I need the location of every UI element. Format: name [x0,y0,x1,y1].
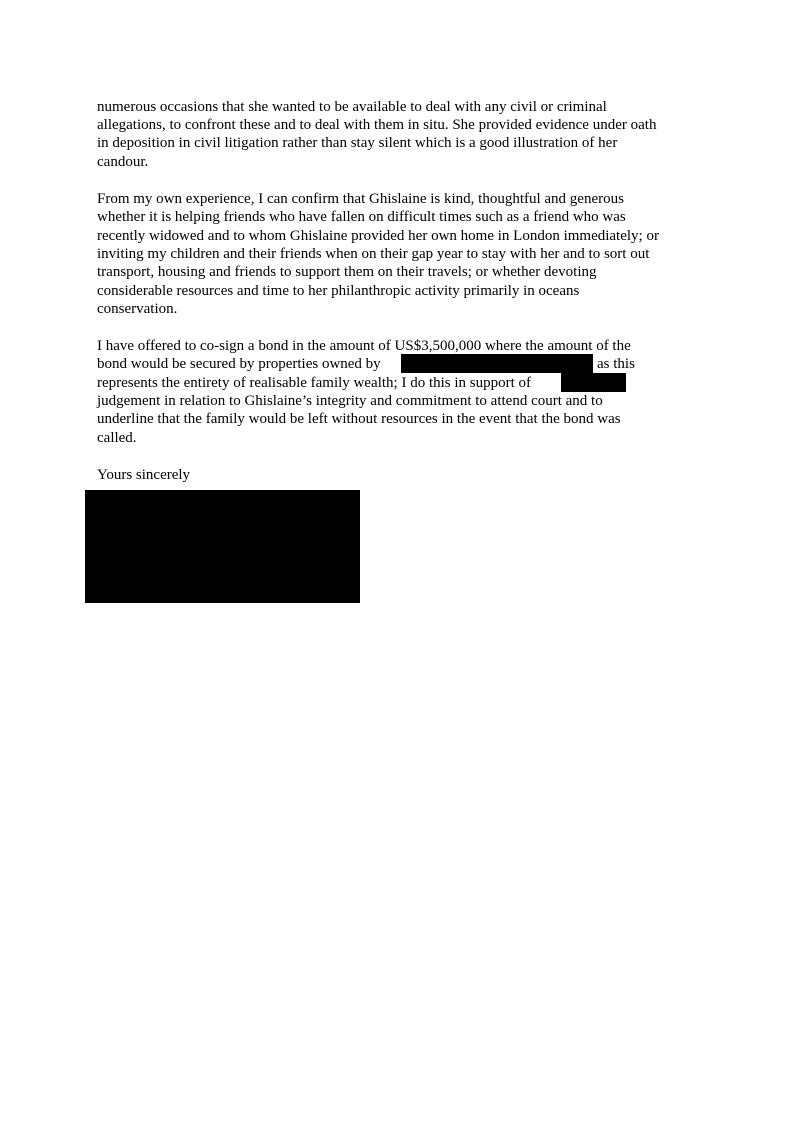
paragraph-2-line-3: recently widowed and to whom Ghislaine provided her own home in London immediately; or [97,228,659,244]
paragraph-3-line-2-end: as this [597,356,635,372]
paragraph-3-line-1: I have offered to co-sign a bond in the amount of US$3,500,000 where the amount of the [97,338,631,354]
redaction-box-owner-name [401,354,593,373]
paragraph-3-line-4: judgement in relation to Ghislaine’s integrity and commitment to attend court and to [97,393,603,409]
redaction-box-support-name [561,373,626,392]
paragraph-2-line-7: conservation. [97,301,178,317]
paragraph-1-line-3: in deposition in civil litigation rather than stay silent which is a good illustration of her [97,135,618,151]
paragraph-2-line-5: transport, housing and friends to support them on their travels; or whether devoting [97,264,597,280]
paragraph-3-line-3: represents the entirety of realisable family wealth; I do this in support of [97,375,532,391]
paragraph-3-line-6: called. [97,430,137,446]
redaction-box-signature [85,490,360,603]
closing-salutation: Yours sincerely [97,467,191,483]
paragraph-2-line-4: inviting my children and their friends when on their gap year to stay with her and to sort out [97,246,650,262]
paragraph-2-line-6: considerable resources and time to her philanthropic activity primarily in oceans [97,283,580,299]
paragraph-1-line-1: numerous occasions that she wanted to be available to deal with any civil or criminal [97,99,607,115]
paragraph-1-line-2: allegations, to confront these and to deal with them in situ. She provided evidence under oath [97,117,657,133]
paragraph-3-line-2-start: bond would be secured by properties owned by [97,356,381,372]
paragraph-1-line-4: candour. [97,154,149,170]
paragraph-2-line-2: whether it is helping friends who have fallen on difficult times such as a friend who was [97,209,626,225]
paragraph-3-line-5: underline that the family would be left without resources in the event that the bond was [97,411,621,427]
paragraph-2-line-1: From my own experience, I can confirm that Ghislaine is kind, thoughtful and generous [97,191,624,207]
